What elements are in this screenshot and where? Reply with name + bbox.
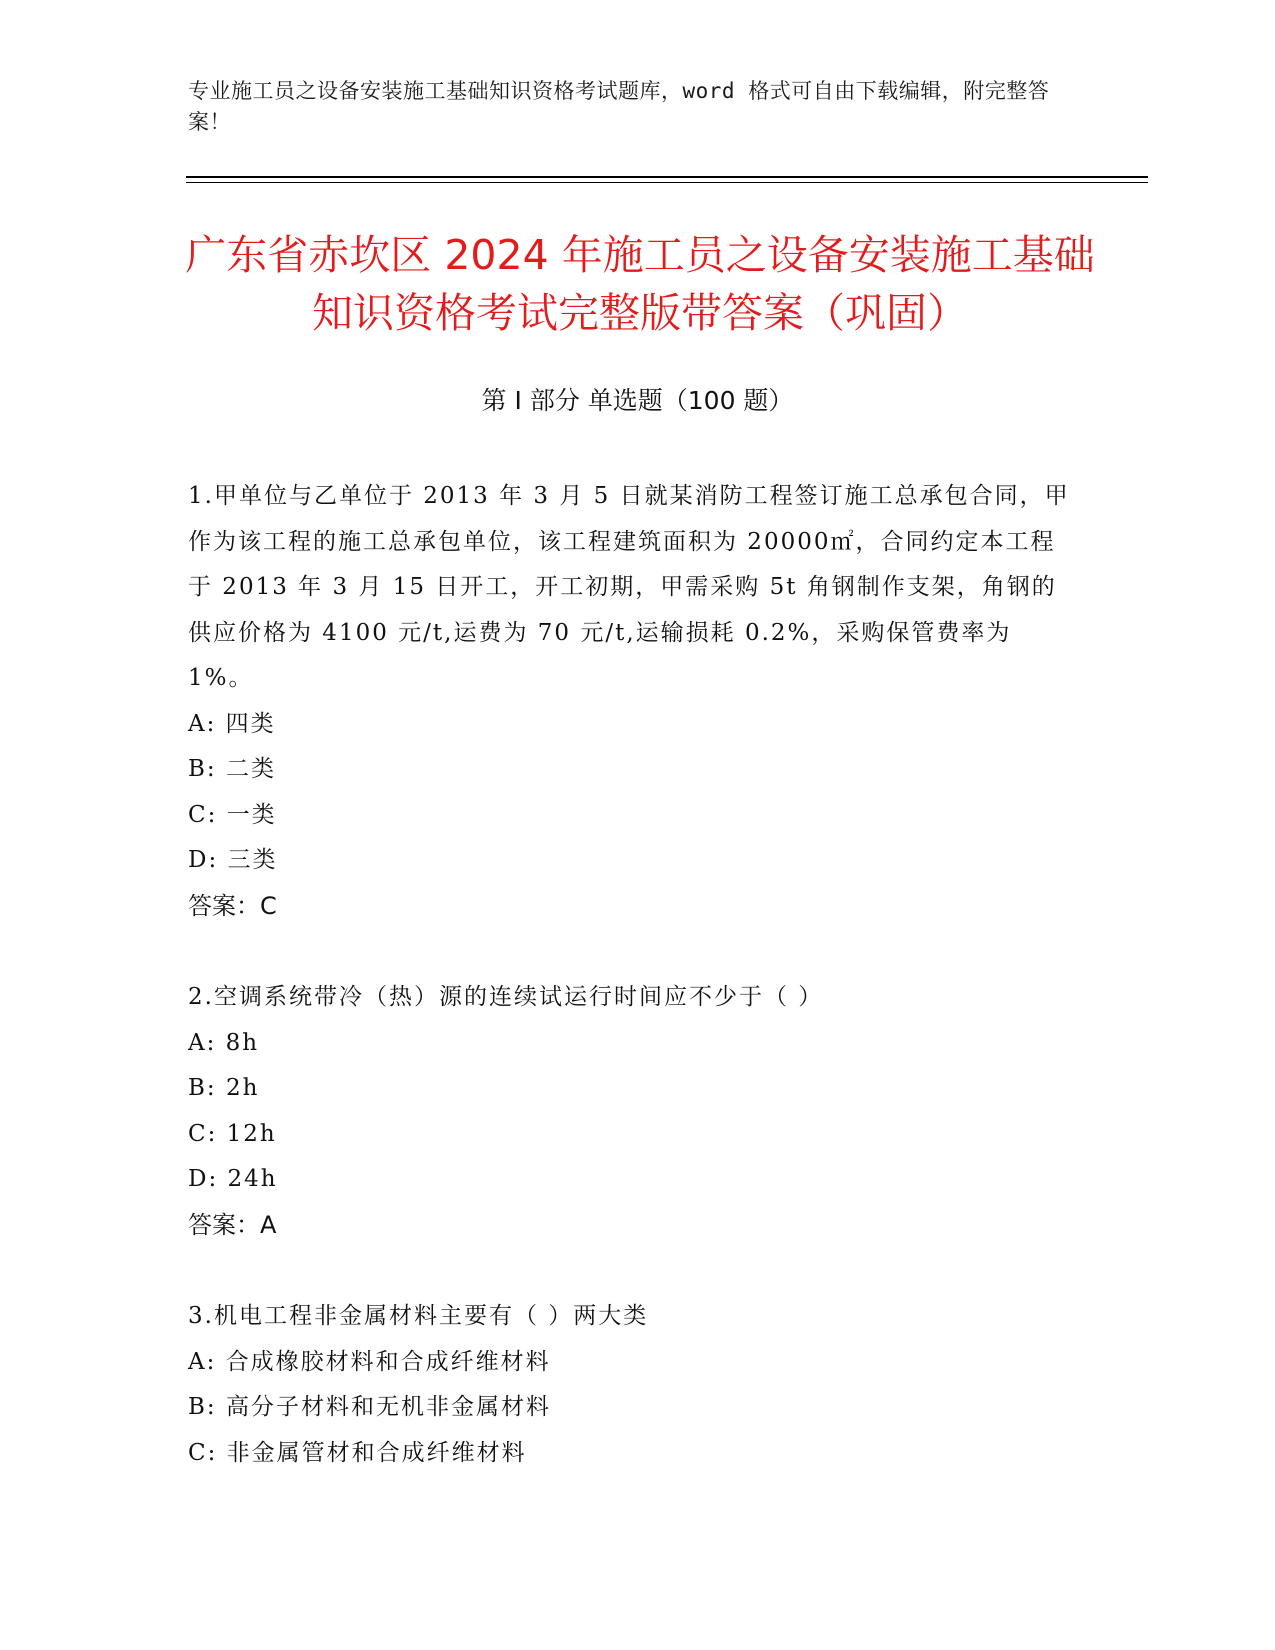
option-c: C: 非金属管材和合成纤维材料 xyxy=(188,1439,527,1466)
option-a: A: 合成橡胶材料和合成纤维材料 xyxy=(188,1348,551,1375)
header-divider-thin xyxy=(186,182,1148,183)
question-2 xyxy=(188,975,1078,1248)
option-c: C: 12h xyxy=(188,1120,277,1147)
header-note: 专业施工员之设备安装施工基础知识资格考试题库，word 格式可自由下载编辑，附完整答案！ xyxy=(188,79,1050,134)
question-stem: 3.机电工程非金属材料主要有（ ）两大类 xyxy=(188,1303,649,1329)
answer: 答案：C xyxy=(188,891,277,920)
document-title: 广东省赤坎区 2024 年施工员之设备安装施工基础知识资格考试完整版带答案（巩固） xyxy=(185,231,1095,337)
section-title: 第 I 部分 单选题（100 题） xyxy=(481,386,794,415)
option-a: A: 8h xyxy=(188,1029,260,1056)
question-1 xyxy=(188,474,1078,929)
question-3 xyxy=(188,1294,1078,1476)
answer: 答案：A xyxy=(188,1210,277,1239)
header-divider-thick xyxy=(186,176,1148,178)
option-a: A: 四类 xyxy=(188,710,276,737)
question-list xyxy=(188,474,1078,1522)
question-stem: 2.空调系统带冷（热）源的连续试运行时间应不少于（ ） xyxy=(188,984,824,1010)
option-d: D: 24h xyxy=(188,1166,278,1192)
option-b: B: 高分子材料和无机非金属材料 xyxy=(188,1394,551,1420)
option-b: B: 2h xyxy=(188,1075,260,1101)
option-b: B: 二类 xyxy=(188,756,276,782)
question-stem: 1.甲单位与乙单位于 2013 年 3 月 5 日就某消防工程签订施工总承包合同，甲作为该工程的施工总承包单位，该工程建筑面积为 20000㎡，合同约定本工程于 2013 年 3 月 15 日开工，开工初期，甲需采购 5t 角钢制作支架，角钢的供应价格为 4100 元/t,运费为 70 元/t,运输损耗 0.2%，采购保管费率为 1%。 xyxy=(188,483,1070,691)
option-d: D: 三类 xyxy=(188,847,278,873)
option-c: C: 一类 xyxy=(188,801,277,828)
